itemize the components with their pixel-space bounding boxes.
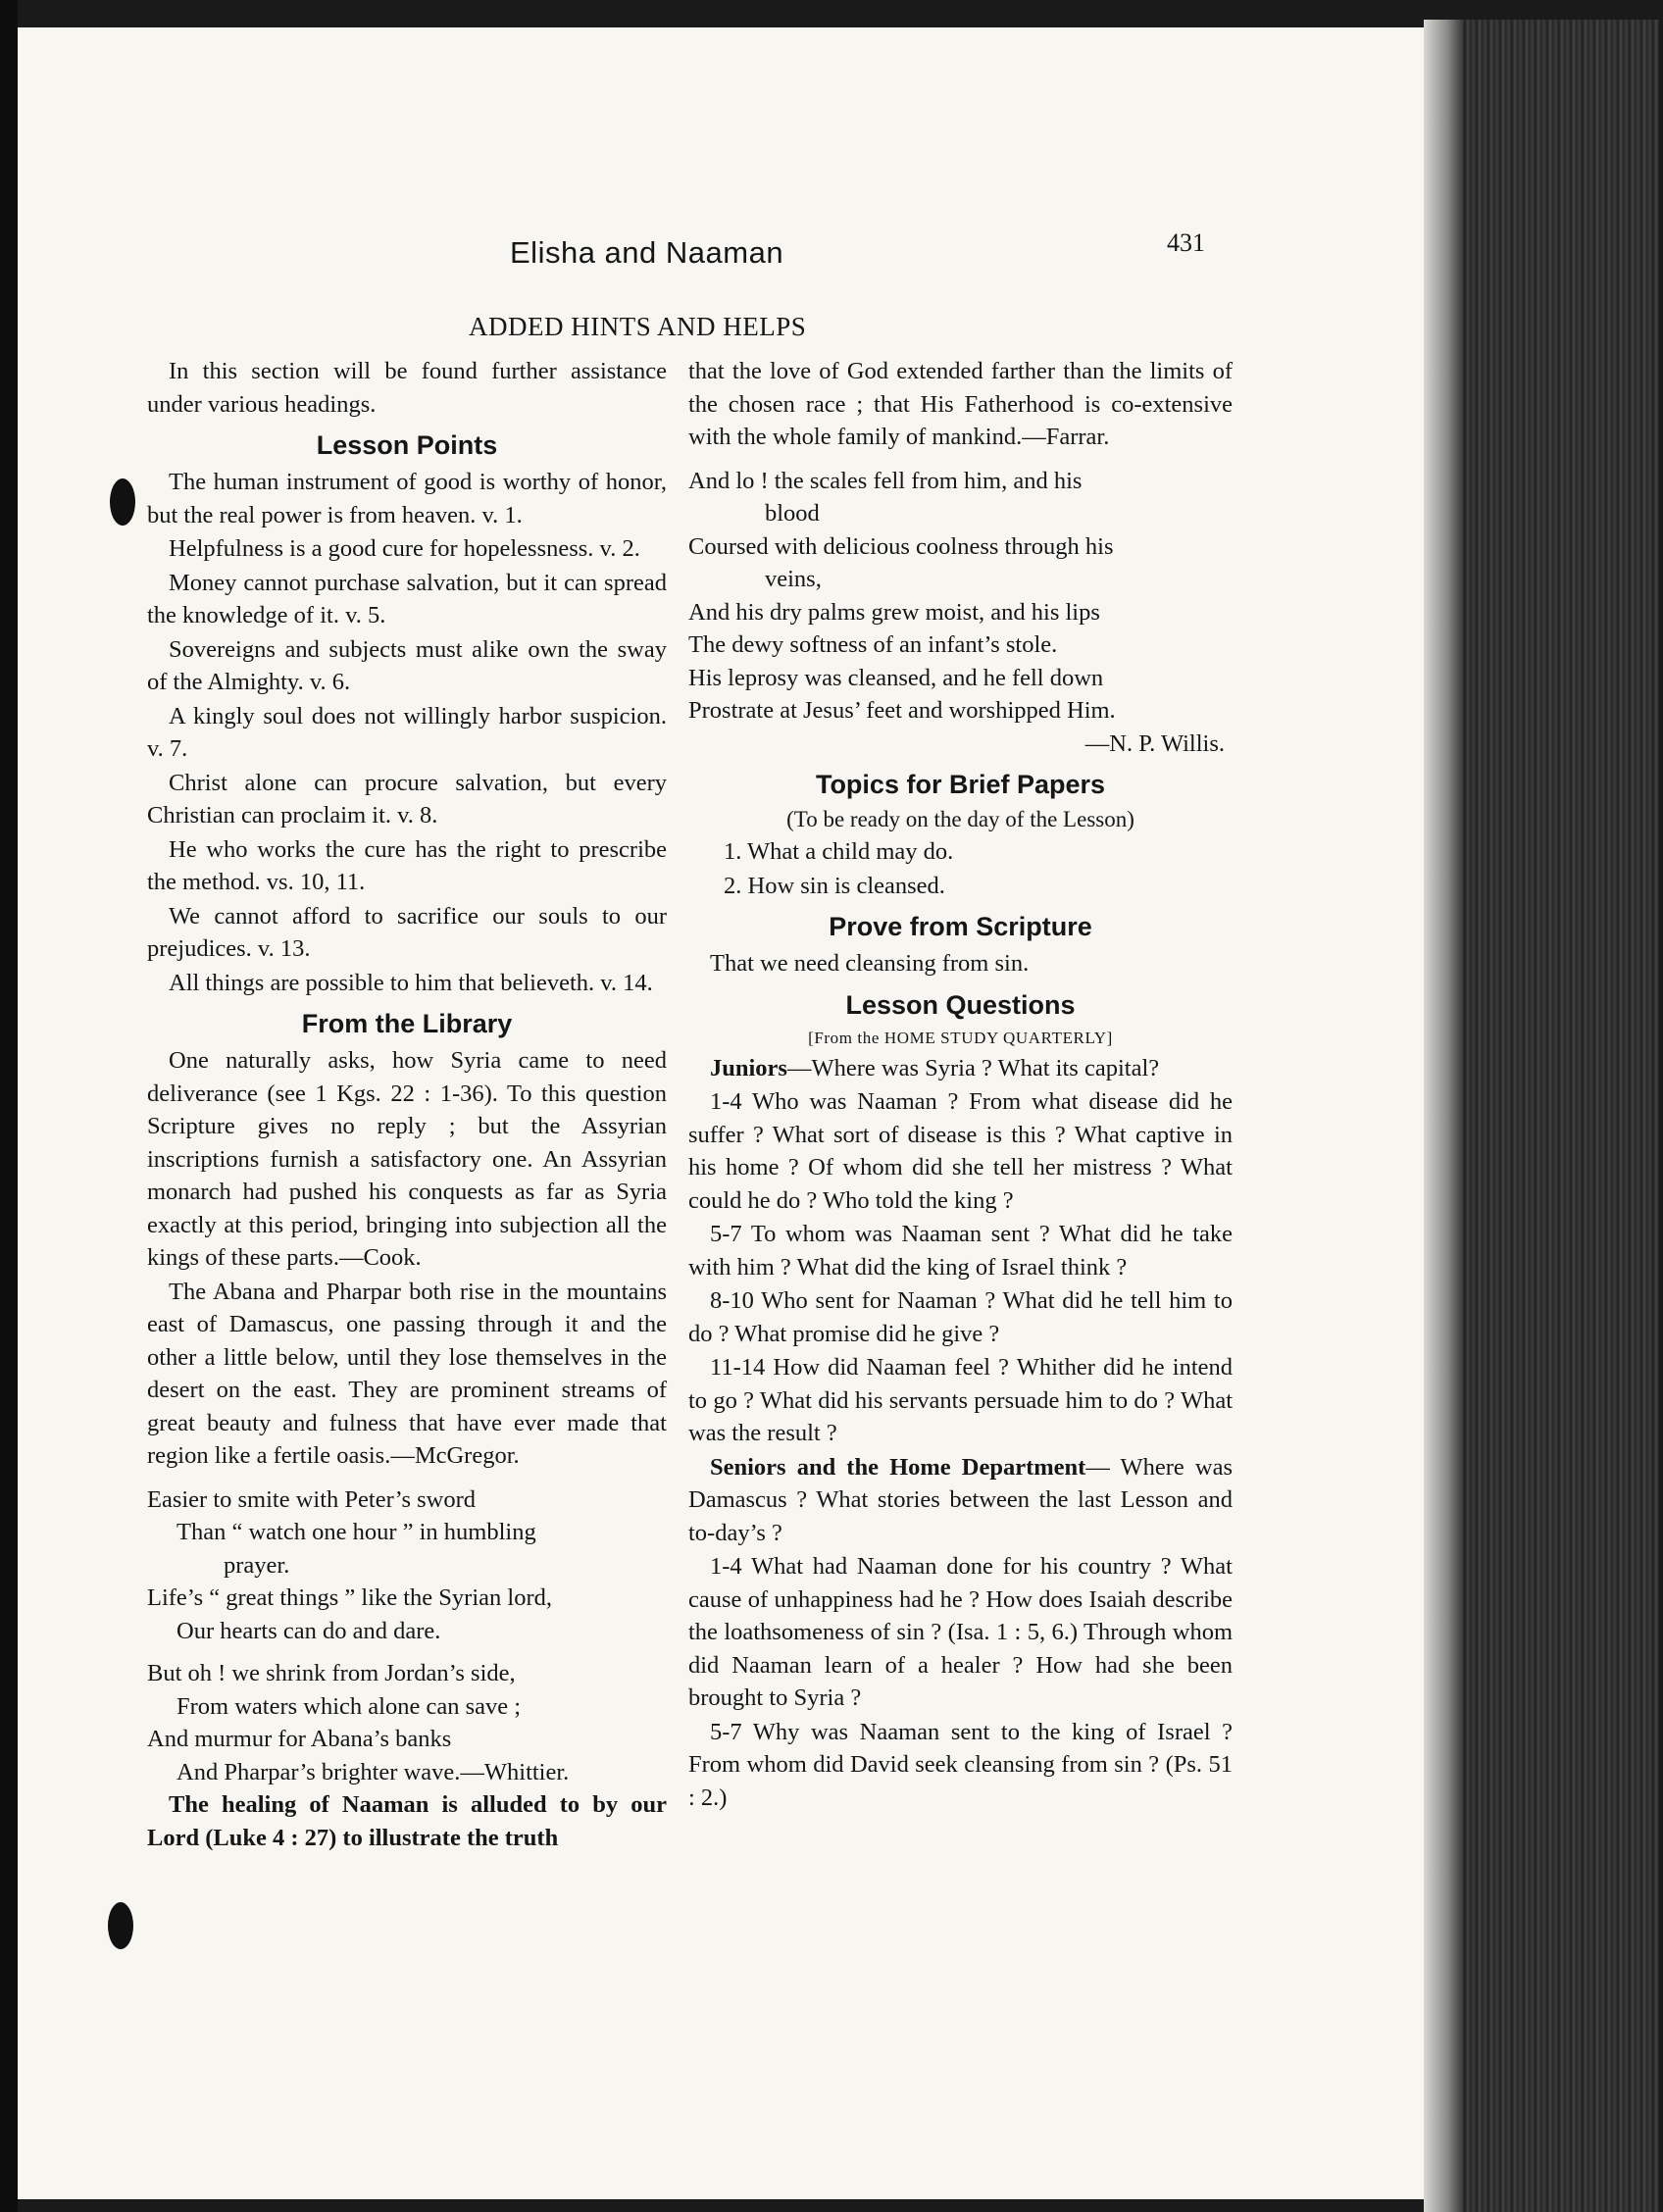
poem-line: The dewy softness of an infant’s stole.	[688, 631, 1058, 658]
library-paragraph: The Abana and Pharpar both rise in the mountains east of Damascus, one passing through it and the other a little below, until they lose themselves in the desert on the east. They are prominent streams of great beauty and fulness that have ever made that region like a fertile oasis.—McGregor.	[147, 1278, 667, 1469]
left-column	[147, 355, 667, 1855]
poem-line: blood	[765, 500, 820, 527]
seniors-intro	[688, 1451, 1233, 1550]
page-edge-fold	[1424, 20, 1463, 2212]
lesson-points-heading: Lesson Points	[316, 430, 498, 460]
prove-heading: Prove from Scripture	[829, 912, 1092, 941]
topics-heading: Topics for Brief Papers	[815, 770, 1106, 799]
poem-line: Than “ watch one hour ” in humbling	[176, 1519, 536, 1545]
poem-line: Life’s “ great things ” like the Syrian lord,	[147, 1584, 552, 1611]
poem-line: Easier to smite with Peter’s sword	[147, 1485, 477, 1513]
questions-source-note: [From the HOME STUDY QUARTERLY]	[808, 1028, 1113, 1047]
lesson-point: Sovereigns and subjects must alike own the sway of the Almighty. v. 6.	[147, 635, 667, 695]
spacer	[688, 455, 1233, 465]
lesson-point: We cannot afford to sacrifice our souls to our prejudices. v. 13.	[147, 902, 667, 962]
prove-text: That we need cleansing from sin.	[710, 950, 1030, 977]
lesson-point: All things are possible to him that believeth. v. 14.	[169, 969, 653, 996]
questions-heading: Lesson Questions	[845, 989, 1076, 1020]
poem-line: Coursed with delicious coolness through his	[688, 532, 1114, 560]
question-block: 1-4 Who was Naaman ? From what disease did he suffer ? What sort of disease is this ? What captive in his home ? Of whom did she tell her mistress ? What could he do ? Who told the king ?	[688, 1088, 1233, 1214]
library-paragraph: One naturally asks, how Syria came to need deliverance (see 1 Kgs. 22 : 1-36). To this question Scripture gives no reply ; but the Assyrian inscriptions furnish a satisfactory one. An Assyrian monarch had pushed his conquests as far as Syria exactly at this period, bringing into subjection all the kings of these parts.—Cook.	[147, 1047, 667, 1271]
seniors-intro-text: — Where was Damascus ? What stories between the last Lesson and to-day’s ?	[688, 1453, 1233, 1546]
section-title: ADDED HINTS AND HELPS	[469, 312, 807, 341]
intro-text: In this section will be found further assistance under various headings.	[147, 358, 667, 418]
closing-paragraph: The healing of Naaman is alluded to by our Lord (Luke 4 : 27) to illustrate the truth	[147, 1791, 667, 1851]
question-block: 5-7 Why was Naaman sent to the king of Israel ? From whom did David seek cleansing from sin ? (Ps. 51 : 2.)	[688, 1718, 1233, 1811]
lesson-point: A kingly soul does not willingly harbor suspicion. v. 7.	[147, 702, 667, 762]
poem-line: prayer.	[224, 1551, 290, 1579]
seniors-label: Seniors and the Home Department	[710, 1453, 1086, 1481]
poem-line: And lo ! the scales fell from him, and his	[688, 467, 1083, 494]
continued-paragraph: that the love of God extended farther than the limits of the chosen race ; that His Fatherhood is co-extensive with the whole family of mankind.—Farrar.	[688, 358, 1233, 450]
juniors-intro-text: —Where was Syria ? What its capital?	[786, 1054, 1160, 1081]
punch-hole-top	[110, 478, 135, 526]
juniors-label: Juniors	[710, 1054, 787, 1081]
poem-line: And murmur for Abana’s banks	[147, 1726, 452, 1752]
question-block: 1-4 What had Naaman done for his country ? What cause of unhappiness had he ? How does Isaiah describe the loathsomeness of sin ? (Isa. 1 : 5, 6.) Through whom did Naaman learn of a healer ? How had she been brought to Syria ?	[688, 1553, 1233, 1711]
poem-line: From waters which alone can save ;	[176, 1692, 522, 1720]
lesson-point: Money cannot purchase salvation, but it can spread the knowledge of it. v. 5.	[147, 569, 667, 628]
lesson-point: Helpfulness is a good cure for hopelessness. v. 2.	[169, 535, 640, 562]
poem-attribution: —N. P. Willis.	[1084, 729, 1225, 757]
question-block: 5-7 To whom was Naaman sent ? What did he take with him ? What did the king of Israel think ?	[688, 1221, 1233, 1281]
juniors-intro	[688, 1052, 1233, 1085]
spacer	[147, 1474, 667, 1483]
topics-note: (To be ready on the day of the Lesson)	[786, 807, 1134, 831]
poem-line: And Pharpar’s brighter wave.—Whittier.	[176, 1758, 570, 1785]
library-heading: From the Library	[301, 1009, 513, 1038]
question-block: 11-14 How did Naaman feel ? Whither did he intend to go ? What did his servants persuade him to do ? What was the result ?	[688, 1354, 1233, 1446]
lesson-point: He who works the cure has the right to prescribe the method. vs. 10, 11.	[147, 835, 667, 895]
topic-item: 2. How sin is cleansed.	[724, 872, 945, 899]
page-number: 431	[1167, 228, 1205, 257]
lesson-point: The human instrument of good is worthy of honor, but the real power is from heaven. v. 1.	[147, 469, 667, 528]
question-block: 8-10 Who sent for Naaman ? What did he tell him to do ? What promise did he give ?	[688, 1287, 1233, 1347]
lesson-point: Christ alone can procure salvation, but every Christian can proclaim it. v. 8.	[147, 769, 667, 829]
poem-line: And his dry palms grew moist, and his lips	[688, 598, 1100, 626]
topic-item: 1. What a child may do.	[724, 838, 954, 865]
running-title: Elisha and Naaman	[510, 235, 784, 270]
left-page-shadow	[0, 0, 18, 2212]
spacer	[147, 1647, 667, 1657]
poem-line: Prostrate at Jesus’ feet and worshipped Him.	[688, 697, 1116, 724]
punch-hole-bottom	[108, 1902, 133, 1949]
poem-line: But oh ! we shrink from Jordan’s side,	[147, 1660, 516, 1686]
poem-line: His leprosy was cleansed, and he fell down	[688, 664, 1104, 691]
poem-line: veins,	[765, 566, 822, 592]
right-column	[688, 355, 1233, 1815]
poem-line: Our hearts can do and dare.	[176, 1617, 441, 1644]
